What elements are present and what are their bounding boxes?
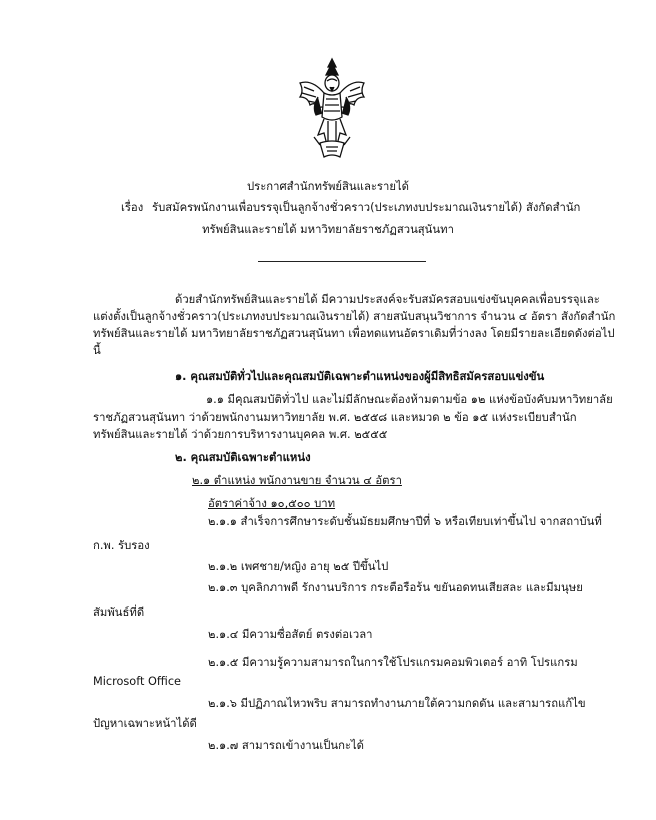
qualification-item: ๒.๑.๒ เพศชาย/หญิง อายุ ๒๕ ปีขึ้นไป (208, 560, 389, 573)
qualification-item: ๒.๑.๑ สำเร็จการศึกษาระดับชั้นมัธยมศึกษาปีที่ ๖ หรือเทียบเท่าขึ้นไป จากสถาบันที่ (208, 515, 602, 528)
section-1-heading: ๑. คุณสมบัติทั่วไปและคุณสมบัติเฉพาะตำแหน่งของผู้มีสิทธิสมัครสอบแข่งขัน (175, 370, 545, 383)
garuda-emblem-icon (294, 57, 370, 161)
intro-line-1: ด้วยสำนักทรัพย์สินและรายได้ มีความประสงค์จะรับสมัครสอบแข่งขันบุคคลเพื่อบรรจุและ (175, 293, 600, 306)
qualification-item-cont: Microsoft Office (93, 675, 181, 688)
qualification-item-cont: ปัญหาเฉพาะหน้าได้ดี (93, 717, 197, 730)
qualification-item-cont: สัมพันธ์ที่ดี (93, 606, 145, 619)
subject-label: เรื่อง (121, 201, 144, 214)
intro-line-3: ทรัพย์สินและรายได้ มหาวิทยาลัยราชภัฏสวนสุนันทา เพื่อทดแทนอัตราเดิมที่ว่างลง โดยมีรายละเอียดดังต่อไป (93, 327, 615, 340)
qualification-item: ๒.๑.๗ สามารถเข้างานเป็นกะได้ (208, 739, 365, 752)
qualification-item-cont: ก.พ. รับรอง (93, 539, 150, 552)
salary-rate: อัตราค่าจ้าง ๑๐,๕๐๐ บาท (208, 497, 336, 510)
qualification-item: ๒.๑.๔ มีความซื่อสัตย์ ตรงต่อเวลา (208, 628, 373, 641)
section-1-line-1: ๑.๑ มีคุณสมบัติทั่วไป และไม่มีลักษณะต้องห้ามตามข้อ ๑๒ แห่งข้อบังคับมหาวิทยาลัย (206, 393, 613, 406)
qualification-item: ๒.๑.๖ มีปฏิภาณไหวพริบ สามารถทำงานภายใต้ความกดดัน และสามารถแก้ไข (208, 697, 586, 710)
intro-line-4: นี้ (93, 344, 101, 357)
intro-line-2: แต่งตั้งเป็นลูกจ้างชั่วคราว(ประเภทงบประมาณเงินรายได้) สายสนับสนุนวิชาการ จำนวน ๔ อัตรา สังกัดสำนัก (93, 310, 616, 323)
qualification-item: ๒.๑.๕ มีความรู้ความสามารถในการใช้โปรแกรมคอมพิวเตอร์ อาทิ โปรแกรม (208, 656, 578, 669)
header-divider (258, 261, 426, 262)
section-2-heading: ๒. คุณสมบัติเฉพาะตำแหน่ง (175, 451, 311, 464)
subject-line-1: รับสมัครพนักงานเพื่อบรรจุเป็นลูกจ้างชั่วคราว(ประเภทงบประมาณเงินรายได้) สังกัดสำนัก (152, 201, 581, 214)
section-1-line-2: ราชภัฏสวนสุนันทา ว่าด้วยพนักงานมหาวิทยาลัย พ.ศ. ๒๕๕๘ และหมวด ๒ ข้อ ๑๕ แห่งระเบียบสำนัก (93, 411, 577, 424)
position-title: ๒.๑ ตำแหน่ง พนักงานขาย จำนวน ๔ อัตรา (192, 474, 402, 487)
announcement-title: ประกาศสำนักทรัพย์สินและรายได้ (247, 180, 409, 193)
section-1-line-3: ทรัพย์สินและรายได้ ว่าด้วยการบริหารงานบุคคล พ.ศ. ๒๕๕๕ (93, 428, 388, 441)
qualification-item: ๒.๑.๓ บุคลิกภาพดี รักงานบริการ กระตือรือร้น ขยันอดทนเสียสละ และมีมนุษย (208, 581, 583, 594)
subject-line-2: ทรัพย์สินและรายได้ มหาวิทยาลัยราชภัฏสวนสุนันทา (202, 223, 454, 236)
